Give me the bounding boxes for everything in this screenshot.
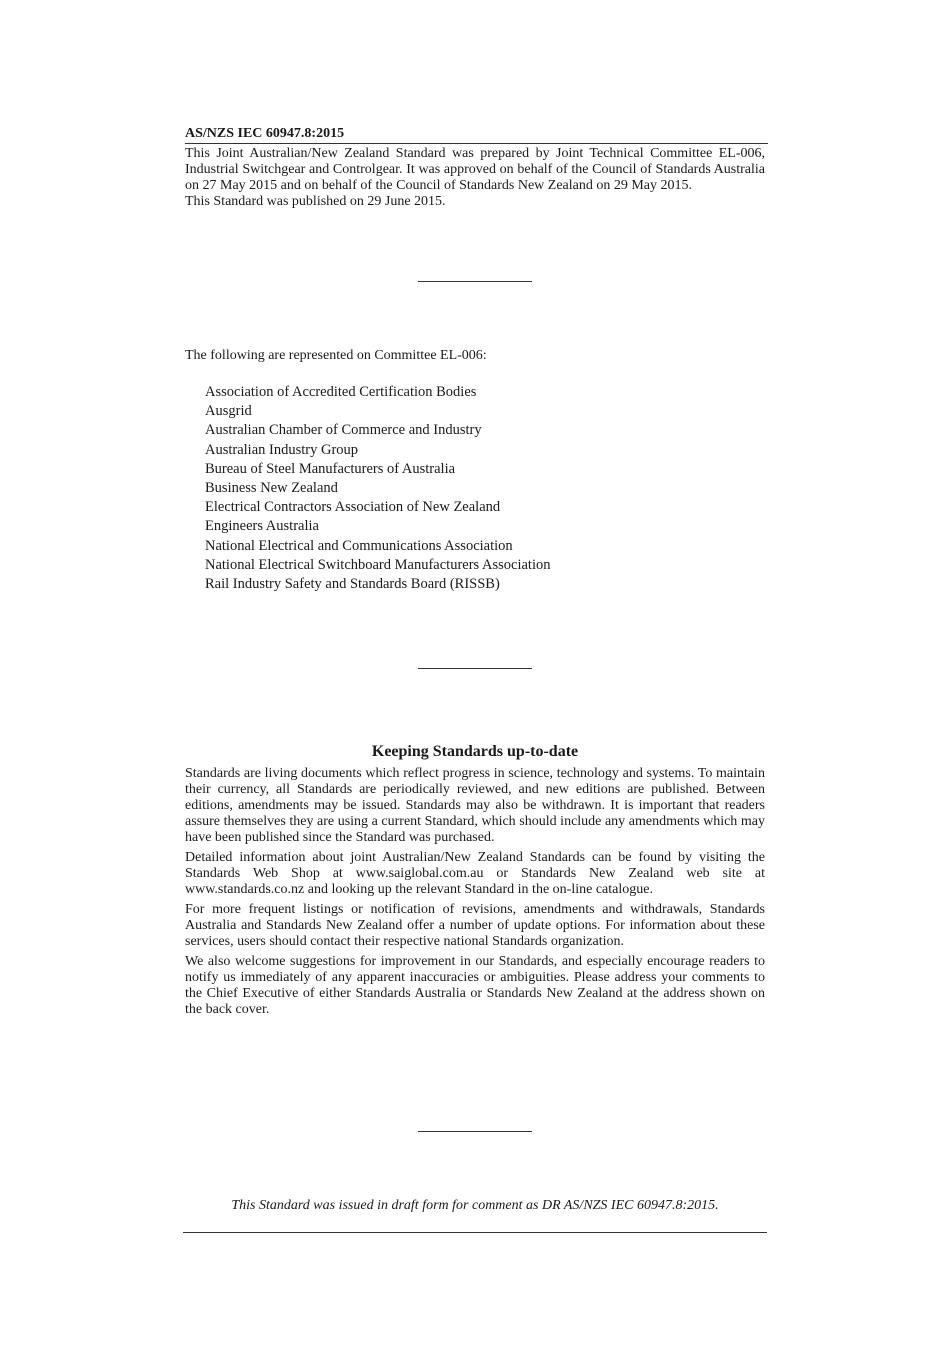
committee-member: Engineers Australia <box>205 518 319 535</box>
keeping-standards-title: Keeping Standards up-to-date <box>371 743 579 760</box>
committee-member: National Electrical Switchboard Manufacturers Association <box>205 556 551 573</box>
keeping-paragraph: Standards are living documents which reflect progress in science, technology and systems. To maintain their currency, all Standards are periodically reviewed, and new editions are published. Between editions, amendments may be issued. Standards may also be withdrawn. It is important that readers assure themselves they are using a current Standard, which should include any amendments which may have been published since the Standard was purchased. <box>185 766 765 845</box>
committee-member: Electrical Contractors Association of New Zealand <box>205 499 501 516</box>
footer-rule <box>183 1232 767 1233</box>
separator-1 <box>418 281 532 282</box>
keeping-paragraph: For more frequent listings or notification of revisions, amendments and withdrawals, Standards Australia and Standards New Zealand offer a number of update options. For information about these services, users should contact their respective national Standards organization. <box>185 902 765 949</box>
keeping-paragraph: We also welcome suggestions for improvement in our Standards, and especially encourage readers to notify us immediately of any apparent inaccuracies or ambiguities. Please address your comments to the Chief Executive of either Standards Australia or Standards New Zealand at the address shown on the back cover. <box>185 954 765 1017</box>
separator-2 <box>418 668 532 669</box>
intro-prepared-text: This Joint Australian/New Zealand Standard was prepared by Joint Technical Committee EL-006, Industrial Switchgear and Controlgear. It was approved on behalf of the Council of Standards Australia on 27 May 2015 and on behalf of the Council of Standards New Zealand on 29 May 2015. <box>185 146 765 193</box>
keeping-standards-body <box>185 766 765 1022</box>
intro-section <box>185 146 765 210</box>
committee-member: Business New Zealand <box>205 480 338 497</box>
draft-note: This Standard was issued in draft form for comment as DR AS/NZS IEC 60947.8:2015. <box>231 1198 719 1213</box>
standard-id: AS/NZS IEC 60947.8:2015 <box>185 126 345 141</box>
committee-intro: The following are represented on Committee EL-006: <box>185 348 487 363</box>
committee-member-list <box>205 383 550 594</box>
intro-published-text: This Standard was published on 29 June 2015. <box>185 194 446 209</box>
keeping-paragraph: Detailed information about joint Australian/New Zealand Standards can be found by visiting the Standards Web Shop at www.saiglobal.com.au or Standards New Zealand web site at www.standards.co.nz and looking up the relevant Standard in the on-line catalogue. <box>185 850 765 897</box>
header-rule <box>185 143 768 144</box>
committee-member: Bureau of Steel Manufacturers of Australia <box>205 460 456 477</box>
committee-member: Australian Chamber of Commerce and Industry <box>205 422 482 439</box>
committee-member: Association of Accredited Certification Bodies <box>205 384 477 400</box>
committee-member: Rail Industry Safety and Standards Board (RISSB) <box>205 576 500 593</box>
committee-member: Ausgrid <box>205 403 252 420</box>
separator-3 <box>418 1131 532 1132</box>
committee-member: Australian Industry Group <box>205 441 359 458</box>
committee-member: National Electrical and Communications Association <box>205 537 513 554</box>
